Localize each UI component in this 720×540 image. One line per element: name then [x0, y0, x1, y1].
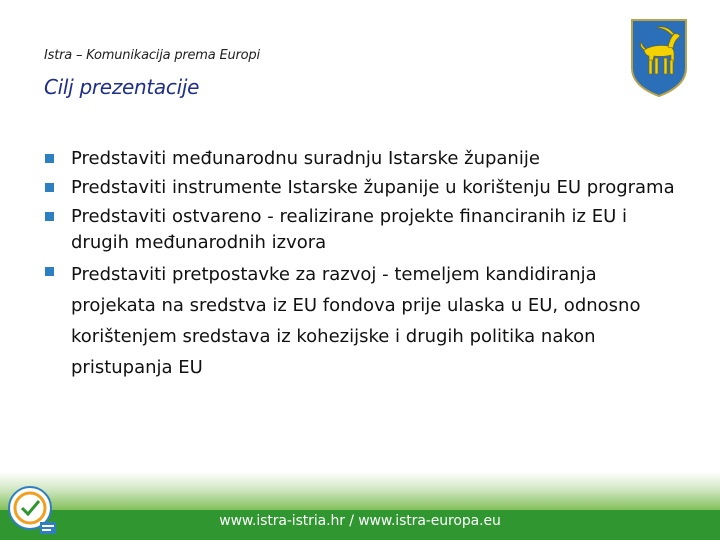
list-item: [44, 259, 684, 383]
square-bullet-icon: [45, 267, 54, 276]
list-item-text: Predstaviti pretpostavke za razvoj - temeljem kandidiranja projekata na sredstva iz EU fondova prije ulaska u EU, odnosno korištenjem sredstava iz kohezijske i drugih politika nakon pristupanja EU: [71, 264, 641, 378]
slide-kicker: Istra – Komunikacija prema Europi: [44, 48, 260, 63]
list-item: [44, 175, 684, 201]
istria-coat-of-arms-icon: [628, 16, 690, 100]
list-item: [44, 146, 684, 172]
square-bullet-icon: [45, 154, 54, 163]
square-bullet-icon: [45, 212, 54, 221]
quality-certificate-icon: [6, 484, 58, 536]
slide-header: [44, 48, 260, 99]
list-item-text: Predstaviti ostvareno - realizirane projekte financiranih iz EU i drugih međunarodnih izvora: [71, 206, 627, 253]
square-bullet-icon: [45, 183, 54, 192]
list-item: [44, 204, 684, 256]
footer-gradient: [0, 472, 720, 512]
slide-title: Cilj prezentacije: [44, 75, 200, 99]
footer-links: www.istra-istria.hr / www.istra-europa.eu: [219, 513, 501, 529]
bullet-list: [44, 146, 684, 386]
list-item-text: Predstaviti međunarodnu suradnju Istarske županije: [71, 148, 540, 169]
list-item-text: Predstaviti instrumente Istarske županije u korištenju EU programa: [71, 177, 675, 198]
